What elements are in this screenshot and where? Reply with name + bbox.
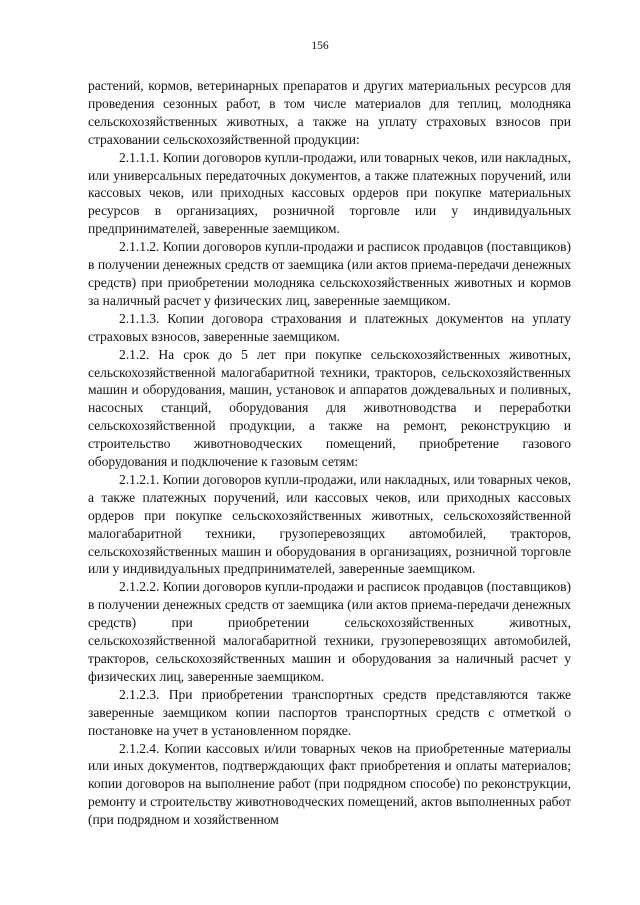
paragraph-2-1-2-1: 2.1.2.1. Копии договоров купли-продажи, или накладных, или товарных чеков, а также платежных поручений, или кассовых чеков, или приходных кассовых ордеров при покупке сельскохозяйственных животных, сельскохозяйственной малогабаритной техники, грузоперевозящих автомобилей, тракторов, сельскохозяйственных машин и оборудования в организациях, розничной торговле или у индивидуальных предпринимателей, заверенные заемщиком. (88, 471, 571, 577)
paragraph-continuation: растений, кормов, ветеринарных препаратов и других материальных ресурсов для проведения сезонных работ, в том числе материалов для теплиц, молодняка сельскохозяйственных животных, а также на уплату страховых взносов при страховании сельскохозяйственной продукции: (88, 78, 571, 147)
paragraph-2-1-2-4: 2.1.2.4. Копии кассовых и/или товарных чеков на приобретенные материалы или иных документов, подтверждающих факт приобретения и оплаты материалов; копии договоров на выполнение работ (при подрядном способе) по реконструкции, ремонту и строительству животноводческих помещений, актов выполненных работ (при подрядном и хозяйственном (88, 740, 571, 828)
document-body (88, 77, 571, 829)
paragraph-2-1-1-3: 2.1.1.3. Копии договора страхования и платежных документов на уплату страховых взносов, заверенные заемщиком. (88, 310, 571, 344)
paragraph-2-1-2-3: 2.1.2.3. При приобретении транспортных средств представляются также заверенные заемщиком копии паспортов транспортных средств с отметкой о постановке на учет в установленном порядке. (88, 686, 571, 738)
page-number: 156 (311, 40, 329, 52)
paragraph-2-1-1-2: 2.1.1.2. Копии договоров купли-продажи и расписок продавцов (поставщиков) в получении денежных средств от заемщика (или актов приема-передачи денежных средств) при приобретении молодняка сельскохозяйственных животных и кормов за наличный расчет у физических лиц, заверенные заемщиком. (88, 239, 571, 308)
paragraph-2-1-2-2: 2.1.2.2. Копии договоров купли-продажи и расписок продавцов (поставщиков) в получении денежных средств от заемщика (или актов приема-передачи денежных средств) при приобретении сельскохозяйственных животных, сельскохозяйственной малогабаритной техники, грузоперевозящих автомобилей, тракторов, сельскохозяйственных машин и оборудования за наличный расчет у физических лиц, заверенные заемщиком. (88, 579, 571, 684)
paragraph-2-1-2: 2.1.2. На срок до 5 лет при покупке сельскохозяйственных животных, сельскохозяйственной малогабаритной техники, тракторов, сельскохозяйственных машин и оборудования, машин, установок и аппаратов дождевальных и поливных, насосных станций, оборудования для животноводства и переработки сельскохозяйственной продукции, а также на ремонт, реконструкцию и строительство животноводческих помещений, приобретение газового оборудования и подключение к газовым сетям: (88, 346, 571, 470)
paragraph-2-1-1-1: 2.1.1.1. Копии договоров купли-продажи, или товарных чеков, или накладных, или универсальных передаточных документов, а также платежных поручений, или кассовых чеков, или приходных кассовых ордеров при покупке материальных ресурсов в организациях, розничной торговле или у индивидуальных предпринимателей, заверенные заемщиком. (88, 149, 571, 237)
